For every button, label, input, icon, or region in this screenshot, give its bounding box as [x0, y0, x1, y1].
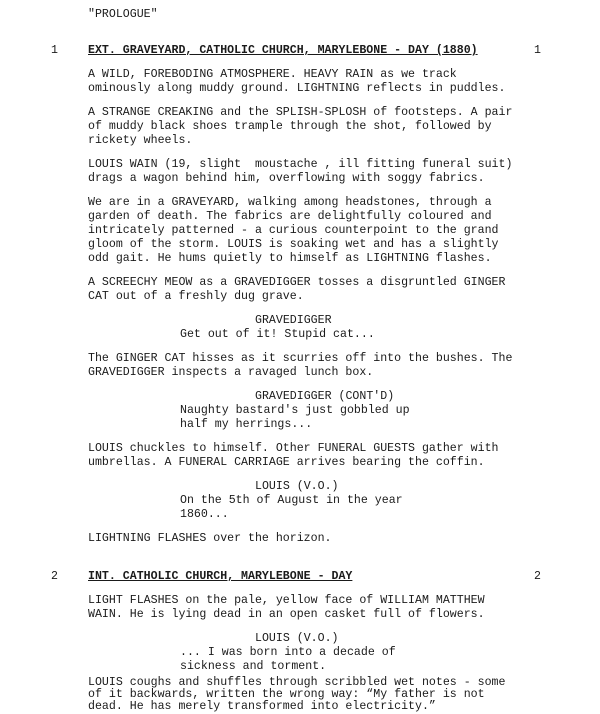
action-line: odd gait. He hums quietly to himself as LIGHTNING flashes.: [88, 252, 492, 265]
scene-number-right: 2: [534, 570, 541, 583]
action-line: drags a wagon behind him, overflowing with soggy fabrics.: [88, 172, 485, 185]
action-line: A WILD, FOREBODING ATMOSPHERE. HEAVY RAIN as we track: [88, 68, 457, 81]
dialogue-line: half my herrings...: [180, 418, 313, 431]
action-line: of it backwards, written the wrong way: “My father is not: [88, 688, 485, 701]
character-name: LOUIS (V.O.): [255, 632, 339, 645]
action-line: LIGHT FLASHES on the pale, yellow face of WILLIAM MATTHEW: [88, 594, 485, 607]
dialogue-line: Naughty bastard's just gobbled up: [180, 404, 410, 417]
scene-heading: INT. CATHOLIC CHURCH, MARYLEBONE - DAY: [88, 570, 353, 583]
action-line: GRAVEDIGGER inspects a ravaged lunch box.: [88, 366, 374, 379]
scene-number-left: 1: [51, 44, 58, 57]
action-line: We are in a GRAVEYARD, walking among headstones, through a: [88, 196, 492, 209]
action-line: LOUIS WAIN (19, slight moustache , ill fitting funeral suit): [88, 158, 513, 171]
action-line: intricately patterned - a curious counterpoint to the grand: [88, 224, 499, 237]
dialogue-line: sickness and torment.: [180, 660, 327, 673]
action-line: A STRANGE CREAKING and the SPLISH-SPLOSH of footsteps. A pair: [88, 106, 513, 119]
action-line: gloom of the storm. LOUIS is soaking wet and has a slightly: [88, 238, 499, 251]
dialogue-line: ... I was born into a decade of: [180, 646, 396, 659]
scene-heading: EXT. GRAVEYARD, CATHOLIC CHURCH, MARYLEBONE - DAY (1880): [88, 44, 478, 57]
page-header-prologue: "PROLOGUE": [88, 8, 158, 21]
action-line: A SCREECHY MEOW as a GRAVEDIGGER tosses a disgruntled GINGER: [88, 276, 506, 289]
dialogue-line: On the 5th of August in the year: [180, 494, 403, 507]
action-line: The GINGER CAT hisses as it scurries off into the bushes. The: [88, 352, 513, 365]
scene-number-right: 1: [534, 44, 541, 57]
action-line: dead. He has merely transformed into electricity.”: [88, 700, 436, 713]
action-line: CAT out of a freshly dug grave.: [88, 290, 304, 303]
action-line: LIGHTNING FLASHES over the horizon.: [88, 532, 332, 545]
character-name: GRAVEDIGGER: [255, 314, 332, 327]
scene-number-left: 2: [51, 570, 58, 583]
character-name: LOUIS (V.O.): [255, 480, 339, 493]
action-line: LOUIS coughs and shuffles through scribbled wet notes - some: [88, 676, 506, 689]
action-line: garden of death. The fabrics are delightfully coloured and: [88, 210, 492, 223]
dialogue-line: Get out of it! Stupid cat...: [180, 328, 375, 341]
action-line: of muddy black shoes trample through the shot, followed by: [88, 120, 492, 133]
dialogue-line: 1860...: [180, 508, 229, 521]
action-line: rickety wheels.: [88, 134, 193, 147]
action-line: umbrellas. A FUNERAL CARRIAGE arrives bearing the coffin.: [88, 456, 485, 469]
action-line: LOUIS chuckles to himself. Other FUNERAL GUESTS gather with: [88, 442, 499, 455]
action-line: WAIN. He is lying dead in an open casket full of flowers.: [88, 608, 485, 621]
character-name: GRAVEDIGGER (CONT'D): [255, 390, 395, 403]
action-line: ominously along muddy ground. LIGHTNING reflects in puddles.: [88, 82, 506, 95]
